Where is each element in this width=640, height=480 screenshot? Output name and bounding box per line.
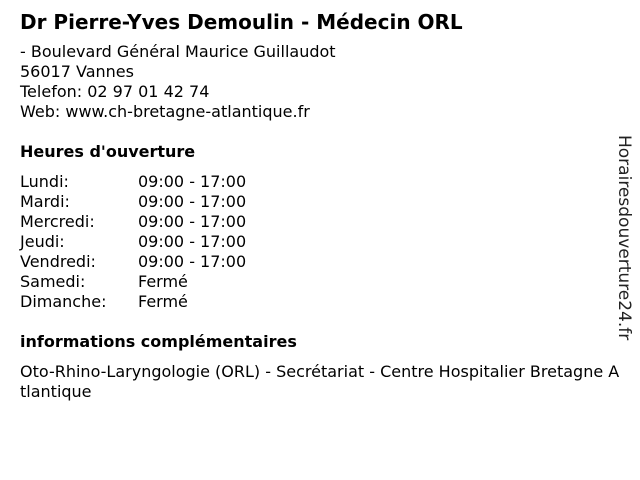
day-hours: 09:00 - 17:00: [138, 232, 247, 251]
day-hours: 09:00 - 17:00: [138, 252, 247, 271]
day-label: Vendredi:: [20, 252, 96, 271]
hours-row-saturday: [20, 272, 620, 292]
web-line: Web: www.ch-bretagne-atlantique.fr: [20, 102, 310, 121]
hours-row-monday: [20, 172, 620, 192]
info-text: Oto-Rhino-Laryngologie (ORL) - Secrétariat - Centre Hospitalier Bretagne Atlantique: [20, 362, 620, 401]
hours-heading: Heures d'ouverture: [20, 142, 196, 161]
day-label: Mercredi:: [20, 212, 95, 231]
day-label: Samedi:: [20, 272, 86, 291]
hours-row-wednesday: [20, 212, 620, 232]
day-label: Dimanche:: [20, 292, 107, 311]
hours-row-sunday: [20, 292, 620, 312]
day-hours: 09:00 - 17:00: [138, 172, 247, 191]
day-hours: Fermé: [138, 292, 188, 311]
day-label: Mardi:: [20, 192, 70, 211]
hours-row-thursday: [20, 232, 620, 252]
day-hours: 09:00 - 17:00: [138, 212, 247, 231]
page-title: Dr Pierre-Yves Demoulin - Médecin ORL: [20, 10, 463, 34]
business-card: [20, 8, 620, 402]
hours-table: [20, 172, 620, 312]
address-street: - Boulevard Général Maurice Guillaudot: [20, 42, 336, 61]
day-label: Lundi:: [20, 172, 69, 191]
site-watermark: Horairesdouverture24.fr: [614, 135, 634, 341]
info-heading: informations complémentaires: [20, 332, 297, 351]
day-hours: Fermé: [138, 272, 188, 291]
hours-row-friday: [20, 252, 620, 272]
address-city: 56017 Vannes: [20, 62, 134, 81]
hours-row-tuesday: [20, 192, 620, 212]
day-label: Jeudi:: [20, 232, 65, 251]
day-hours: 09:00 - 17:00: [138, 192, 247, 211]
phone-line: Telefon: 02 97 01 42 74: [20, 82, 210, 101]
